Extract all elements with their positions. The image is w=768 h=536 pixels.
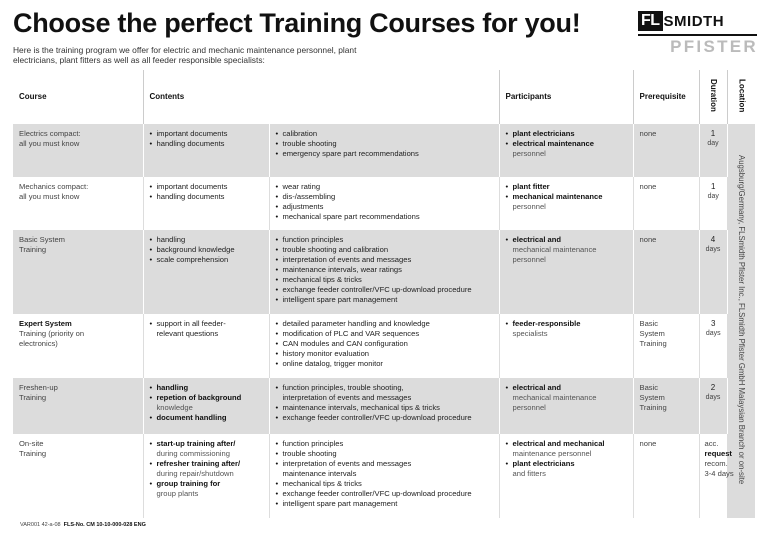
prerequisite-cell: none	[633, 434, 699, 518]
list-item: • start-up training after/ during commissioning	[150, 439, 263, 459]
participants-cell	[499, 434, 633, 518]
duration-cell: 2 days	[699, 378, 727, 434]
training-courses-table	[13, 70, 756, 518]
table-row	[13, 177, 755, 230]
list-item: • group training for group plants	[150, 479, 263, 499]
participants-cell	[499, 230, 633, 314]
list-item: • maintenance intervals, wear ratings	[276, 265, 493, 275]
contents-b-cell	[269, 177, 499, 230]
course-cell: Basic System Training	[13, 230, 143, 314]
course-cell: On-site Training	[13, 434, 143, 518]
list-item: • function principles, trouble shooting, interpretation of events and messages	[276, 383, 493, 403]
header-prerequisite: Prerequisite	[633, 70, 699, 124]
list-item: • mechanical tips & tricks	[276, 479, 493, 489]
contents-b-cell	[269, 378, 499, 434]
table-row	[13, 378, 755, 434]
contents-a-cell	[143, 314, 269, 378]
list-item: • interpretation of events and messages	[276, 255, 493, 265]
list-item: • repetion of background knowledge	[150, 393, 263, 413]
participants-cell	[499, 378, 633, 434]
list-item: • support in all feeder- relevant questions	[150, 319, 263, 339]
list-item: • trouble shooting and calibration	[276, 245, 493, 255]
list-item: • wear rating	[276, 182, 493, 192]
contents-a-cell	[143, 177, 269, 230]
list-item: • document handling	[150, 413, 263, 423]
page-title: Choose the perfect Training Courses for you!	[13, 8, 581, 38]
list-item: • handling documents	[150, 192, 263, 202]
table-header-row	[13, 70, 755, 124]
list-item: • plant fitter	[506, 182, 627, 192]
location-cell: Augsburg/Germany, FLSmidth Pfister Inc., FLSmidth Pfister GmbH Malaysian Branch or on-site	[727, 124, 755, 518]
list-item: • mechanical tips & tricks	[276, 275, 493, 285]
contents-b-cell	[269, 124, 499, 177]
duration-cell: 1 day	[699, 124, 727, 177]
participants-cell	[499, 314, 633, 378]
intro-text: Here is the training program we offer for electric and mechanic maintenance personnel, plant electricians, plant fitters as well as all feeder responsible specialists:	[13, 45, 357, 65]
list-item: • dis-/assembling	[276, 192, 493, 202]
list-item: • plant electricians and fitters	[506, 459, 627, 479]
course-cell: Expert System Training (priority on electronics)	[13, 314, 143, 378]
duration-cell: 4 days	[699, 230, 727, 314]
list-item: • maintenance intervals, mechanical tips & tricks	[276, 403, 493, 413]
list-item: • calibration	[276, 129, 493, 139]
course-cell: Mechanics compact: all you must know	[13, 177, 143, 230]
list-item: • online datalog, trigger monitor	[276, 359, 493, 369]
list-item: • history monitor evaluation	[276, 349, 493, 359]
list-item: • adjustments	[276, 202, 493, 212]
list-item: • trouble shooting	[276, 449, 493, 459]
contents-b-cell	[269, 230, 499, 314]
contents-b-cell	[269, 434, 499, 518]
logo-smidth: SMIDTH	[663, 12, 725, 30]
header-duration: Duration	[709, 79, 719, 112]
list-item: • refresher training after/ during repair/shutdown	[150, 459, 263, 479]
header-course: Course	[19, 92, 47, 101]
participants-cell	[499, 177, 633, 230]
contents-a-cell	[143, 230, 269, 314]
flsmidth-pfister-logo	[638, 11, 758, 55]
list-item: • exchange feeder controller/VFC up-download procedure	[276, 489, 493, 499]
list-item: • handling	[150, 383, 263, 393]
list-item: • handling	[150, 235, 263, 245]
list-item: • trouble shooting	[276, 139, 493, 149]
header-participants: Participants	[499, 70, 633, 124]
list-item: • scale comprehension	[150, 255, 263, 265]
list-item: • handling documents	[150, 139, 263, 149]
contents-a-cell	[143, 124, 269, 177]
footer: VAR001 42-a-08 FLS-No. CM 10-10-000-028 ENG	[20, 522, 146, 528]
duration-cell: 3 days	[705, 319, 721, 337]
duration-cell: acc. request recom. 3-4 days	[704, 439, 734, 478]
list-item: • mechanical maintenance personnel	[506, 192, 627, 212]
list-item: • modification of PLC and VAR sequences	[276, 329, 493, 339]
table-row	[13, 230, 755, 314]
contents-a-cell	[143, 378, 269, 434]
contents-a-cell	[143, 434, 269, 518]
list-item: • emergency spare part recommendations	[276, 149, 493, 159]
list-item: • intelligent spare part management	[276, 499, 493, 509]
prerequisite-cell: none	[633, 177, 699, 230]
list-item: • exchange feeder controller/VFC up-download procedure	[276, 413, 493, 423]
header-location: Location	[737, 78, 747, 113]
list-item: • electrical maintenance personnel	[506, 139, 627, 159]
table-row	[13, 314, 755, 378]
list-item: • electrical and mechanical maintenance personnel	[506, 439, 627, 459]
list-item: • detailed parameter handling and knowledge	[276, 319, 493, 329]
list-item: • feeder-responsible specialists	[506, 319, 627, 339]
list-item: • function principles	[276, 235, 493, 245]
list-item: • electrical and mechanical maintenance personnel	[506, 235, 627, 265]
list-item: • electrical and mechanical maintenance personnel	[506, 383, 627, 413]
course-cell: Freshen-up Training	[13, 378, 143, 434]
list-item: • mechanical spare part recommendations	[276, 212, 493, 222]
table-row	[13, 124, 755, 177]
duration-cell: 1 day	[707, 182, 719, 200]
list-item: • exchange feeder controller/VFC up-download procedure	[276, 285, 493, 295]
list-item: • important documents	[150, 182, 263, 192]
prerequisite-cell: Basic System Training	[633, 314, 699, 378]
prerequisite-cell: none	[633, 230, 699, 314]
course-cell: Electrics compact: all you must know	[13, 124, 143, 177]
list-item: • function principles	[276, 439, 493, 449]
prerequisite-cell: Basic System Training	[633, 378, 699, 434]
contents-b-cell	[269, 314, 499, 378]
header-contents: Contents	[143, 70, 499, 124]
list-item: • plant electricians	[506, 129, 627, 139]
list-item: • background knowledge	[150, 245, 263, 255]
participants-cell	[499, 124, 633, 177]
logo-fl: FL	[638, 11, 663, 31]
list-item: • CAN modules and CAN configuration	[276, 339, 493, 349]
list-item: • intelligent spare part management	[276, 295, 493, 305]
list-item: • important documents	[150, 129, 263, 139]
prerequisite-cell: none	[633, 124, 699, 177]
logo-pfister: PFISTER	[670, 36, 758, 56]
list-item: • interpretation of events and messages maintenance intervals	[276, 459, 493, 479]
table-row	[13, 434, 755, 518]
